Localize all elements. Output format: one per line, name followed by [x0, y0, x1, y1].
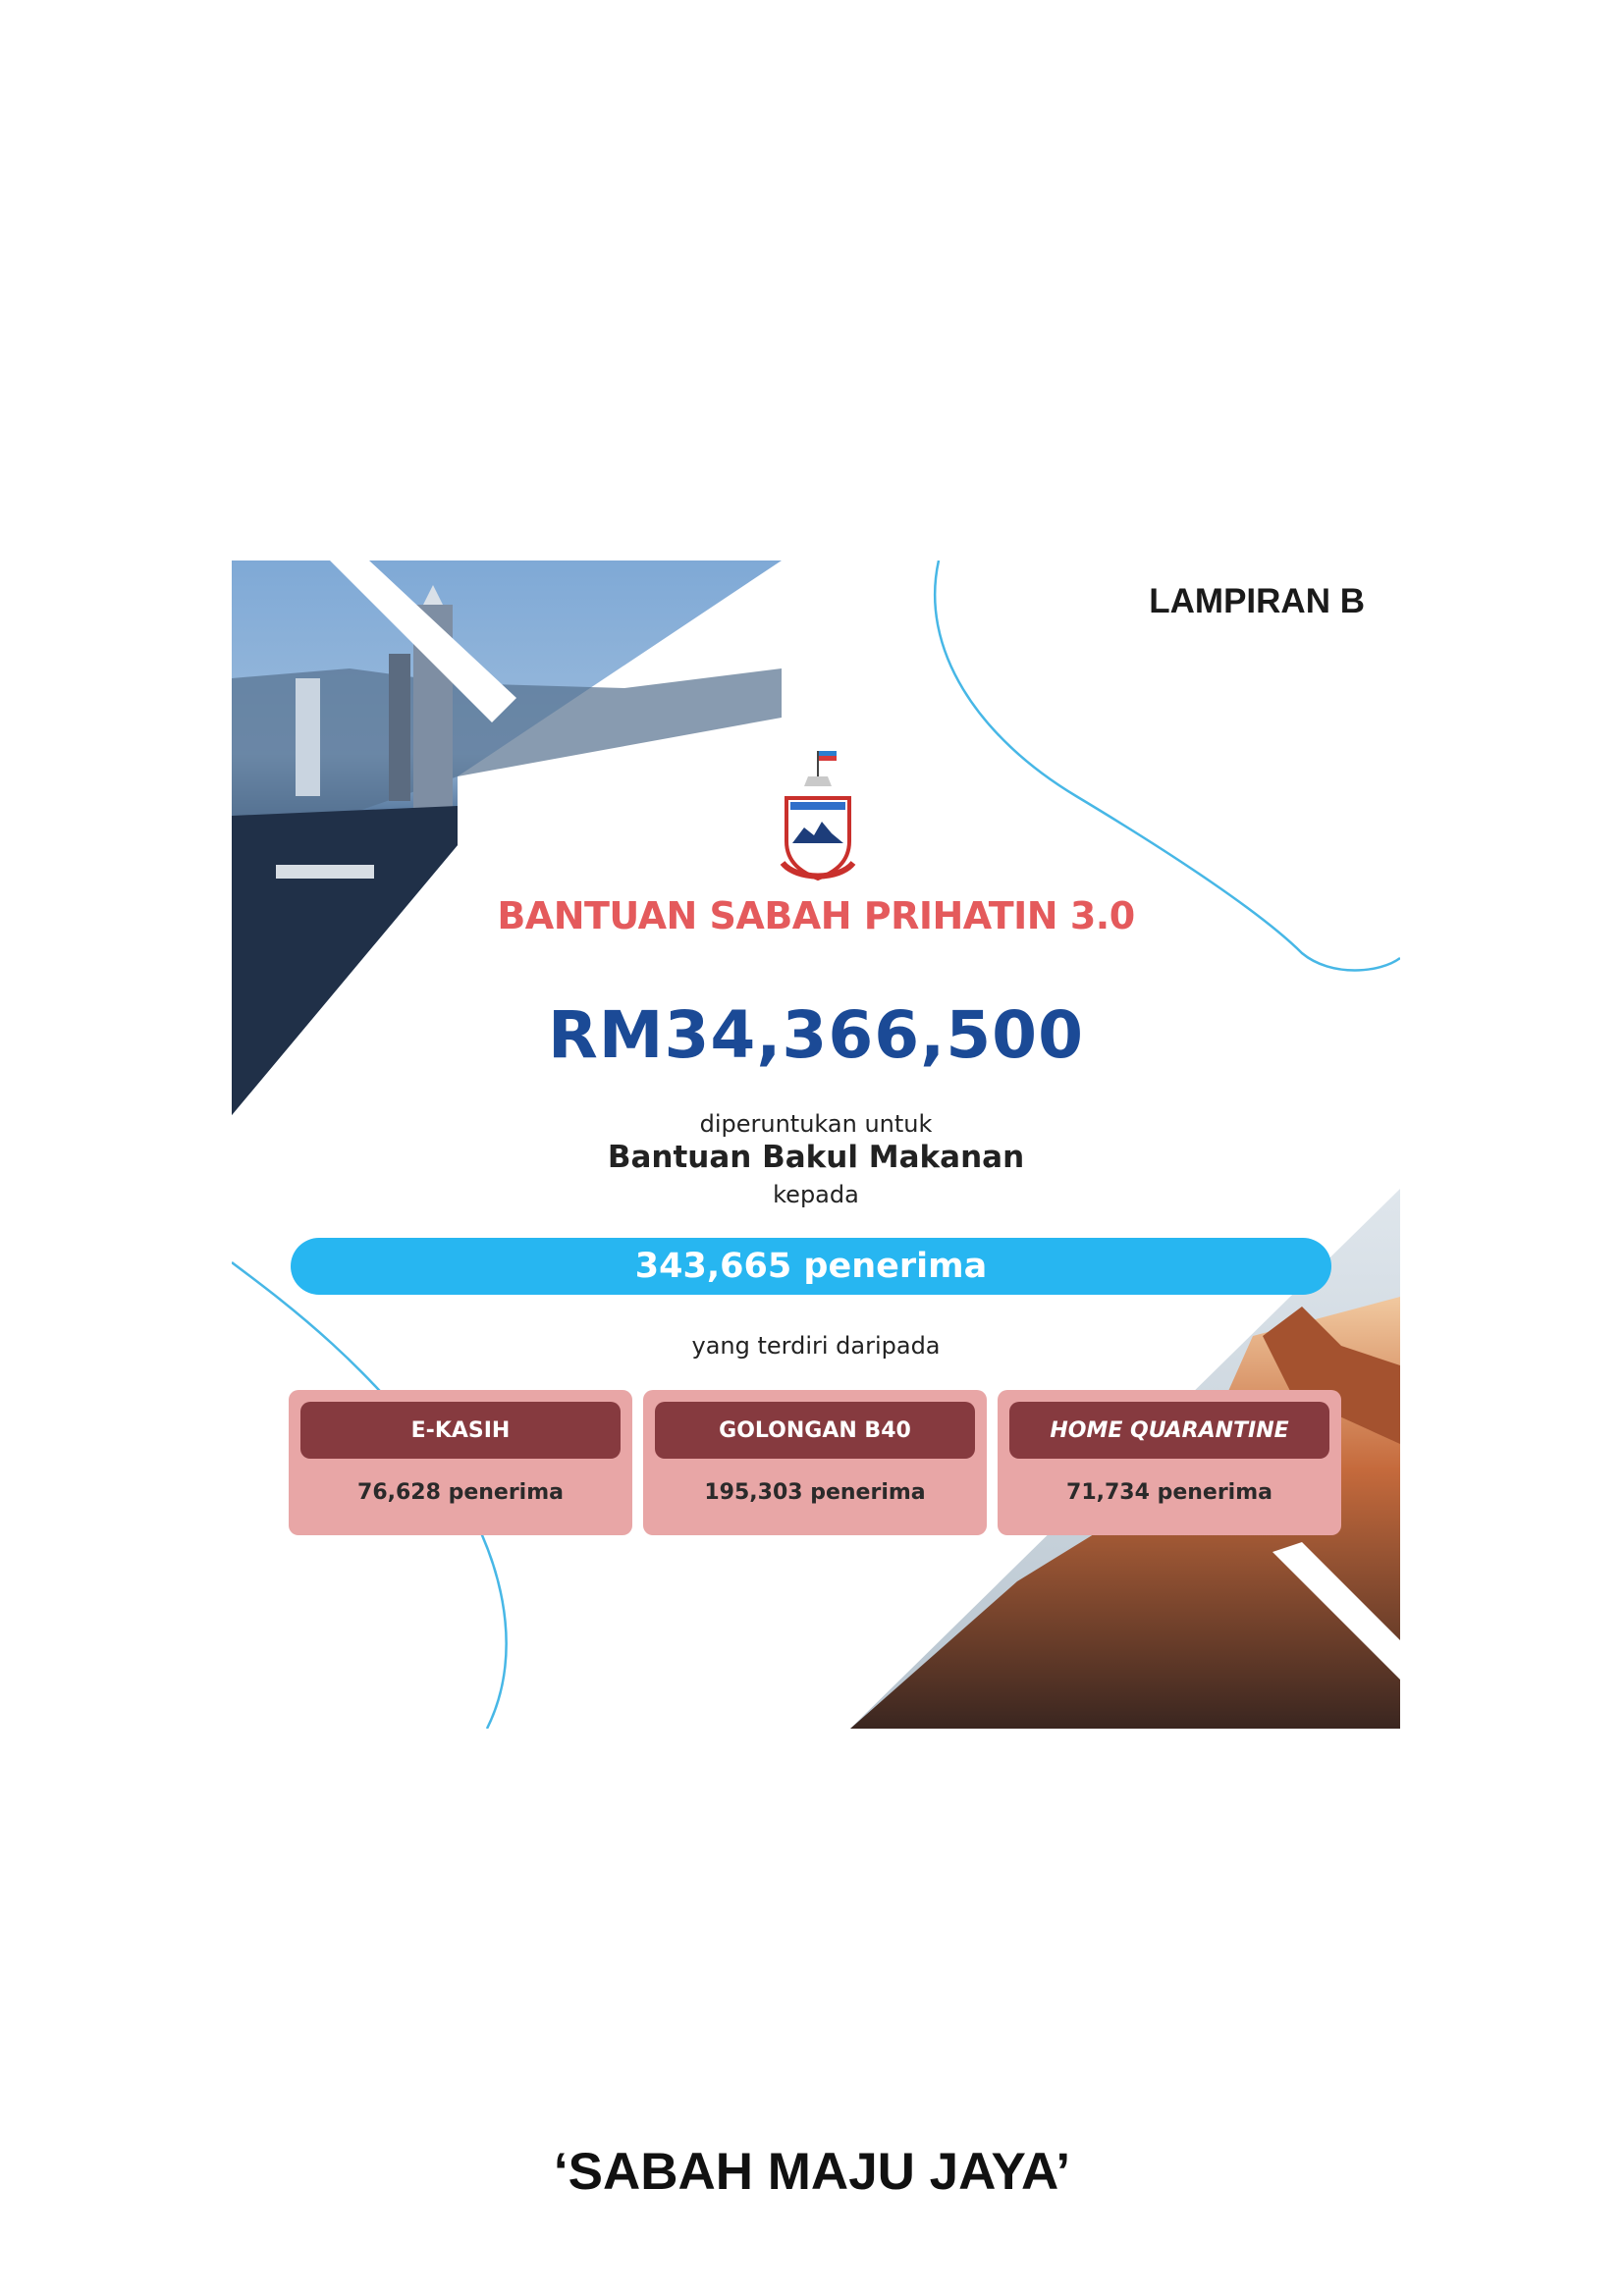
sabah-crest-emblem	[775, 747, 861, 889]
allocated-amount: RM34,366,500	[547, 997, 1085, 1073]
group-card-ekasih	[289, 1390, 632, 1535]
group-count: 195,303 penerima	[704, 1480, 926, 1505]
allocated-text: diperuntukan untuk	[699, 1110, 933, 1138]
consisting-text: yang terdiri daripada	[691, 1332, 941, 1360]
program-title: BANTUAN SABAH PRIHATIN 3.0	[497, 894, 1135, 937]
total-recipients-bar	[291, 1238, 1331, 1295]
group-label: GOLONGAN B40	[655, 1402, 975, 1459]
annex-label: LAMPIRAN B	[1149, 582, 1365, 620]
to-text: kepada	[773, 1181, 859, 1208]
aid-purpose: Bantuan Bakul Makanan	[607, 1140, 1025, 1175]
recipient-groups	[289, 1390, 1349, 1537]
group-label: E-KASIH	[300, 1402, 621, 1459]
slogan: ‘SABAH MAJU JAYA’	[553, 2143, 1071, 2201]
group-label: HOME QUARANTINE	[1009, 1402, 1329, 1459]
group-count: 71,734 penerima	[1066, 1480, 1272, 1505]
group-card-b40	[643, 1390, 987, 1535]
infographic-poster	[232, 561, 1400, 1729]
group-card-home-quarantine	[998, 1390, 1341, 1535]
total-recipients: 343,665 penerima	[634, 1247, 988, 1286]
group-count: 76,628 penerima	[357, 1480, 564, 1505]
